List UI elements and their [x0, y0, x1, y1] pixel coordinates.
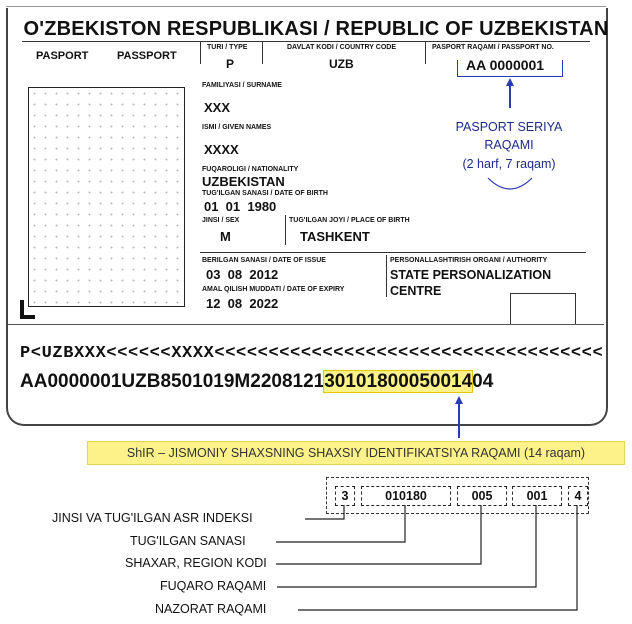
signature-box [510, 293, 576, 325]
place-of-birth-value: TASHKENT [300, 229, 370, 244]
mrz-divider [8, 324, 604, 325]
divider [386, 255, 387, 297]
mrz-line-2 [20, 371, 493, 393]
sex-label: JINSI / SEX [202, 217, 240, 224]
shir-segment-citizen-number: 001 [512, 486, 562, 506]
card-top-edge [6, 6, 606, 7]
divider [285, 215, 286, 245]
connector-citizen-number [277, 505, 536, 587]
passport-label-en: PASSPORT [117, 50, 177, 62]
explanation-birth-date: TUG'ILGAN SANASI [130, 534, 246, 548]
photo-area [28, 87, 185, 307]
date-of-issue-value: 03 08 2012 [206, 267, 279, 282]
passport-number-label: PASPORT RAQAMI / PASSPORT NO. [432, 44, 554, 51]
divider [425, 42, 426, 64]
header-divider [22, 41, 590, 42]
country-code-value: UZB [329, 57, 354, 71]
annotation-passport-series-line1: PASPORT SERIYA [455, 120, 563, 134]
explanation-check-digit: NAZORAT RAQAMI [155, 602, 267, 616]
mrz-line-1: P<UZBXXX<<<<<<XXXX<<<<<<<<<<<<<<<<<<<<<<<<<<<<<<<<<<<< [20, 344, 604, 363]
divider [200, 42, 201, 64]
explanation-gender-century: JINSI VA TUG'ILGAN ASR INDEKSI [52, 511, 253, 525]
card-title: O'ZBEKISTON RESPUBLIKASI / REPUBLIC OF UZBEKISTAN [23, 18, 609, 40]
passport-number-bracket [457, 60, 563, 77]
date-of-birth-value: 01 01 1980 [204, 199, 277, 214]
date-of-expiry-value: 12 08 2022 [206, 296, 279, 311]
given-names-label: ISMI / GIVEN NAMES [202, 124, 272, 131]
passport-number-value: AA 0000001 [466, 57, 545, 73]
divider [200, 252, 586, 253]
shir-segment-gender-century: 3 [335, 486, 355, 506]
mrz-personal-number-highlight: 30101800050014 [324, 371, 473, 392]
mrz-line-2-suffix: 04 [472, 371, 494, 392]
mrz-line-2-prefix: AA0000001UZB8501019M2208121 [20, 371, 325, 392]
surname-value: XXX [204, 100, 231, 115]
connector-check-digit [298, 505, 577, 610]
explanation-region-code: SHAXAR, REGION KODI [125, 556, 267, 570]
date-of-expiry-label: AMAL QILISH MUDDATI / DATE OF EXPIRY [202, 286, 345, 293]
sex-value: M [220, 229, 231, 244]
pasport-label-uz: PASPORT [36, 50, 89, 62]
annotation-passport-series-line3: (2 harf, 7 raqam) [462, 157, 556, 171]
authority-label: PERSONALLASHTIRISH ORGANI / AUTHORITY [390, 257, 548, 264]
annotation-passport-series-line2: RAQAMI [484, 138, 534, 152]
place-of-birth-label: TUG'ILGAN JOYI / PLACE OF BIRTH [289, 217, 410, 224]
surname-label: FAMILIYASI / SURNAME [202, 82, 282, 89]
corner-mark [20, 300, 35, 319]
date-of-birth-label: TUG'ILGAN SANASI / DATE OF BIRTH [202, 190, 328, 197]
nationality-value: UZBEKISTAN [202, 174, 285, 189]
shir-segment-check-digit: 4 [568, 486, 588, 506]
shir-segment-birth-date: 010180 [361, 486, 451, 506]
explanation-citizen-number: FUQARO RAQAMI [160, 579, 267, 593]
divider [262, 42, 263, 64]
type-value: P [226, 57, 235, 71]
nationality-label: FUQAROLIGI / NATIONALITY [202, 166, 299, 173]
authority-value-line1: STATE PERSONALIZATION [390, 268, 552, 282]
shir-title: ShIR – JISMONIY SHAXSNING SHAXSIY IDENTIFIKATSIYA RAQAMI (14 raqam) [87, 441, 625, 465]
type-label: TURI / TYPE [207, 44, 248, 51]
country-code-label: DAVLAT KODI / COUNTRY CODE [287, 44, 397, 51]
shir-segment-region-code: 005 [457, 486, 507, 506]
date-of-issue-label: BERILGAN SANASI / DATE OF ISSUE [202, 257, 326, 264]
given-names-value: XXXX [204, 142, 239, 157]
authority-value-line2: CENTRE [390, 284, 442, 298]
